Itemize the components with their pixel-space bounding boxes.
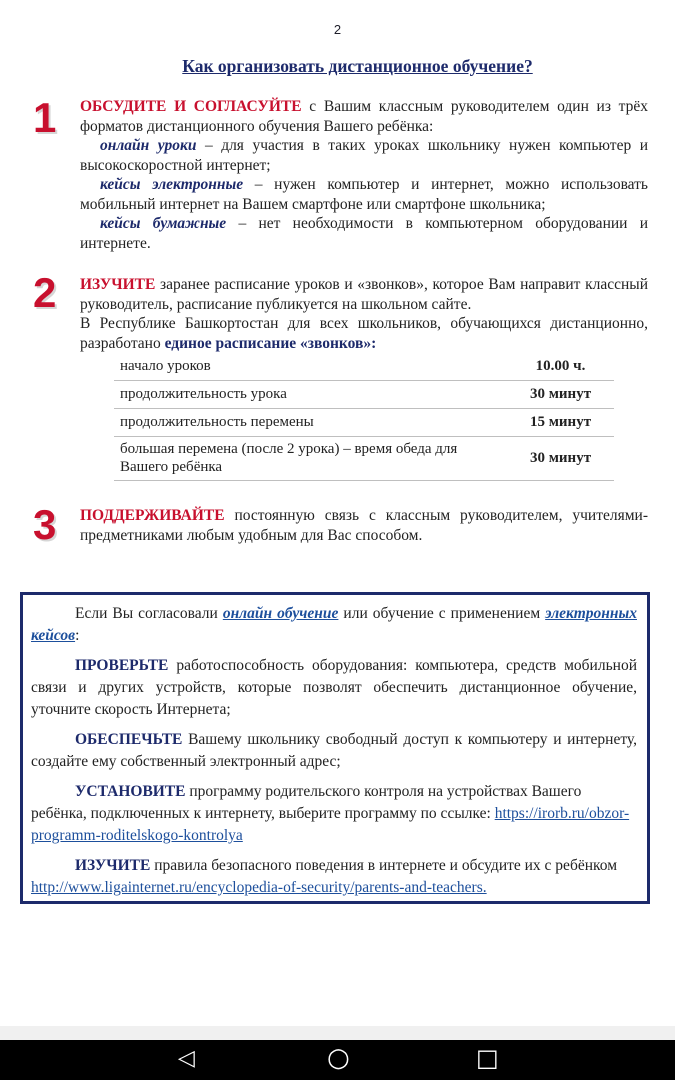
box-intro: Если Вы согласовали онлайн обучение или обучение с применением электронных кейсов: [31,605,637,644]
step-1-text [80,97,648,253]
box-install-item: УСТАНОВИТЕ программу родительского контроля на устройствах Вашего ребёнка, подключенных к интернету, выберите программу по ссылке: https://irorb.ru/obzor-programm-roditelskogo-kontrolya [31,783,630,844]
home-icon[interactable]: ○ [327,1043,350,1073]
step-2-schedule-intro: В Республике Башкортостан для всех школьников, обучающихся дистанционно, разработано единое расписание «звонков»: [80,315,648,352]
format-paper-cases: кейсы бумажные – нет необходимости в компьютерном оборудовании и интернете. [80,215,649,252]
schedule-value: 30 минут [507,380,614,408]
schedule-value: 30 минут [507,436,614,480]
schedule-label: большая перемена (после 2 урока) – время обеда для Вашего ребёнка [114,436,507,480]
step-3-body: постоянную связь с классным руководителем, учителями-предметниками любым удобным для Вас способом. [80,507,648,544]
schedule-value: 15 минут [507,408,614,436]
step-2-body: заранее расписание уроков и «звонков», которое Вам направит классный руководитель, расписание публикуется на школьном сайте. [80,276,648,313]
table-row [114,436,614,480]
step-1-number: 1 [33,94,57,141]
page-number: 2 [333,22,342,37]
format-online: онлайн уроки – для участия в таких уроках школьнику нужен компьютер и высокоскоростной интернет; [80,137,648,174]
step-3-text [80,506,648,545]
box-check-item: ПРОВЕРЬТЕ работоспособность оборудования: компьютера, средств мобильной связи и других устройств, которые позволят обеспечить дистанционное обучение, уточните скорость Интернета; [31,657,637,718]
table-row [114,380,614,408]
online-learning-link[interactable]: онлайн обучение [222,605,339,622]
parental-control-link[interactable]: https://irorb.ru/obzor-programm-roditelskogo-kontrolya [31,805,630,844]
safety-rules-link[interactable]: http://www.ligainternet.ru/encyclopedia-of-security/parents-and-teachers. [31,879,487,896]
box-study-item: ИЗУЧИТЕ правила безопасного поведения в интернете и обсудите их с ребёнком http://www.ligainternet.ru/encyclopedia-of-security/parents-and-teachers. [31,857,618,896]
step-1-body: с Вашим классным руководителем один из трёх форматов дистанционного обучения Вашего ребёнка: [80,98,648,135]
schedule-label: продолжительность урока [114,380,507,408]
schedule-value: 10.00 ч. [507,354,614,380]
bottom-divider [0,1026,675,1040]
step-2-number: 2 [33,269,57,316]
android-nav-bar [0,1040,675,1080]
step-2-text [80,275,648,353]
step-3-lead: ПОДДЕРЖИВАЙТЕ [80,507,225,524]
format-e-cases: кейсы электронные – нужен компьютер и интернет, можно использовать мобильный интернет на Вашем смартфоне или смартфоне школьника; [80,176,649,213]
online-learning-box [20,592,650,904]
table-row [114,354,614,380]
step-2-lead: ИЗУЧИТЕ [80,276,156,293]
step-3-number: 3 [33,501,57,548]
schedule-label: начало уроков [114,354,507,380]
step-1-lead: ОБСУДИТЕ И СОГЛАСУЙТЕ [80,98,302,115]
back-icon[interactable]: ◁ [178,1046,195,1071]
recents-icon[interactable]: □ [476,1044,499,1072]
bell-schedule-table [114,354,614,481]
table-row [114,408,614,436]
schedule-label: продолжительность перемены [114,408,507,436]
box-provide-item: ОБЕСПЕЧЬТЕ Вашему школьнику свободный доступ к компьютеру и интернету, создайте ему собственный электронный адрес; [31,731,637,770]
page-title: Как организовать дистанционное обучение? [182,56,533,76]
e-cases-link[interactable]: электронных кейсов [31,605,637,644]
